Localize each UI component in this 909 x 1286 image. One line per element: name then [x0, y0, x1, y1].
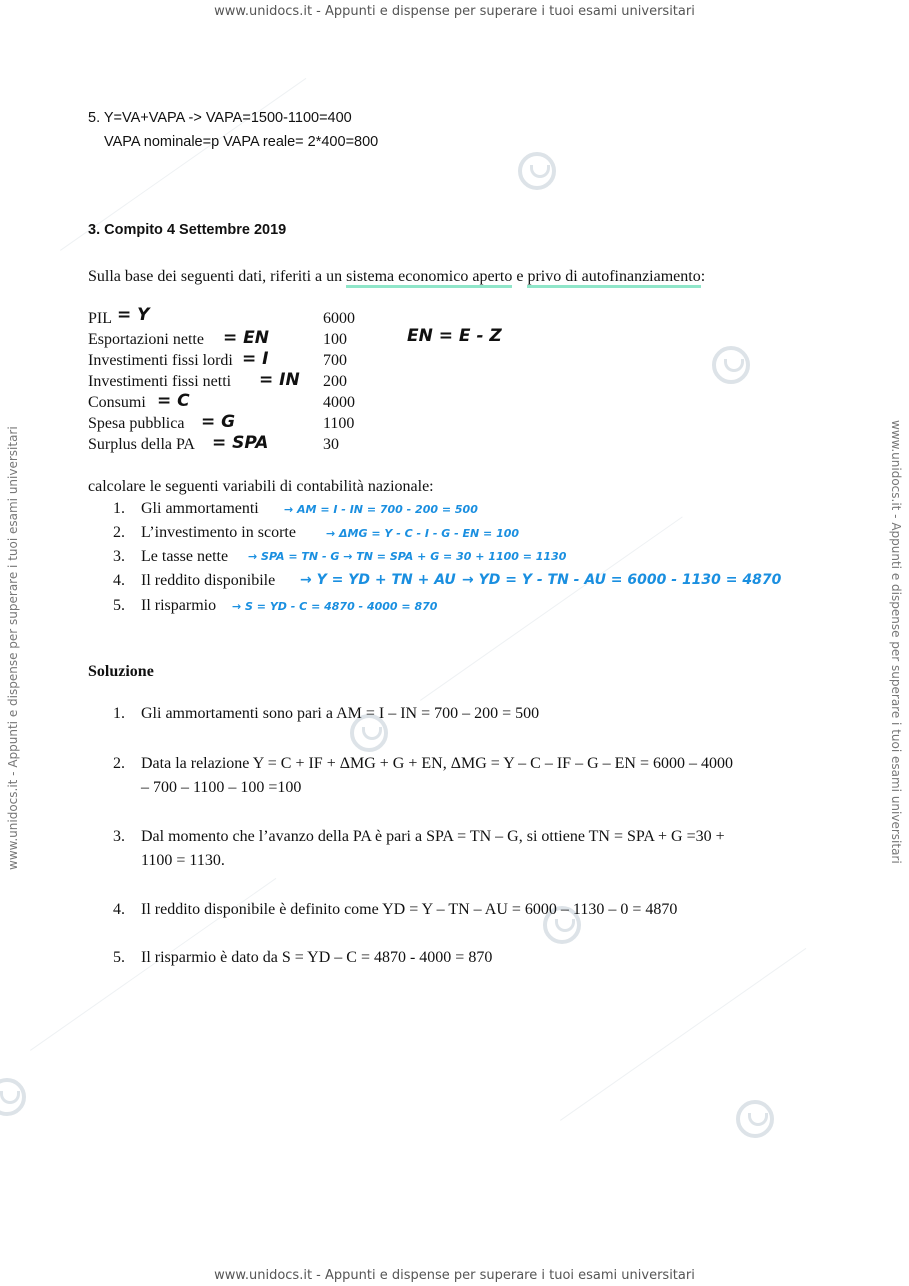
handwritten-note-spa: = SPA	[212, 433, 269, 453]
data-label-gross-investment: Investimenti fissi lordi	[88, 352, 233, 369]
task-number: 3.	[113, 548, 125, 565]
handwritten-note-in: = IN	[259, 370, 300, 390]
task-text: Il risparmio	[141, 597, 217, 614]
watermark-line	[560, 948, 806, 1121]
data-value-public-spending: 1100	[323, 415, 355, 432]
solution-line: Il reddito disponibile è definito come YD = Y – TN – AU = 6000 – 1130 – 0 = 4870	[141, 901, 678, 918]
header-watermark: www.unidocs.it - Appunti e dispense per superare i tuoi esami universitari	[214, 4, 695, 19]
task-text: Il reddito disponibile	[141, 572, 276, 589]
solution-line: – 700 – 1100 – 100 =100	[141, 779, 302, 796]
solution-title: Soluzione	[88, 663, 154, 680]
side-watermark-right: www.unidocs.it - Appunti e dispense per superare i tuoi esami universitari	[889, 420, 903, 864]
handwritten-side-note: EN = E - Z	[407, 326, 502, 346]
handwritten-task-answer: → SPA = TN - G → TN = SPA + G = 30 + 1100 = 1130	[248, 550, 567, 563]
highlight-no-self-financing: privo di autofinanziamento	[527, 268, 700, 288]
handwritten-note-c: = C	[157, 391, 190, 411]
solution-line: Gli ammortamenti sono pari a AM = I – IN = 700 – 200 = 500	[141, 705, 540, 722]
solution-line: Il risparmio è dato da S = YD – C = 4870 - 4000 = 870	[141, 949, 493, 966]
data-label-exports: Esportazioni nette	[88, 331, 204, 348]
top-line-1: 5. Y=VA+VAPA -> VAPA=1500-1100=400	[88, 110, 352, 126]
watermark-line	[420, 516, 683, 700]
task-number: 2.	[113, 524, 125, 541]
solution-number: 2.	[113, 755, 125, 772]
data-label-pa-surplus: Surplus della PA	[88, 436, 195, 453]
handwritten-note-en: = EN	[223, 328, 270, 348]
data-label-pil: PIL	[88, 310, 112, 327]
task-text: Gli ammortamenti	[141, 500, 259, 517]
task-text: L’investimento in scorte	[141, 524, 296, 541]
task-number: 1.	[113, 500, 125, 517]
solution-line: Data la relazione Y = C + IF + ΔMG + G + EN, ΔMG = Y – C – IF – G – EN = 6000 – 4000	[141, 755, 733, 772]
handwritten-task-answer: → ΔMG = Y - C - I - G - EN = 100	[326, 527, 520, 540]
intro-after: :	[700, 268, 706, 285]
task-text: Le tasse nette	[141, 548, 229, 565]
unidocs-logo-icon	[518, 152, 556, 190]
unidocs-logo-icon	[0, 1078, 26, 1116]
task-number: 4.	[113, 572, 125, 589]
handwritten-note-g: = G	[201, 412, 236, 432]
footer-watermark: www.unidocs.it - Appunti e dispense per superare i tuoi esami universitari	[214, 1268, 695, 1283]
data-value-pil: 6000	[323, 310, 355, 327]
data-value-consumption: 4000	[323, 394, 355, 411]
handwritten-note-y: = Y	[117, 305, 150, 325]
data-label-net-investment: Investimenti fissi netti	[88, 373, 232, 390]
intro-text	[88, 268, 705, 286]
side-watermark-left: www.unidocs.it - Appunti e dispense per superare i tuoi esami universitari	[6, 426, 20, 870]
handwritten-task-answer-2: → YD = Y - TN - AU = 6000 - 1130 = 4870	[462, 572, 782, 588]
handwritten-task-answer: → S = YD - C = 4870 - 4000 = 870	[232, 600, 438, 613]
intro-before: Sulla base dei seguenti dati, riferiti a un	[88, 268, 347, 285]
solution-number: 4.	[113, 901, 125, 918]
intro-mid: e	[512, 268, 528, 285]
data-value-pa-surplus: 30	[323, 436, 339, 453]
handwritten-note-i: = I	[242, 349, 269, 369]
unidocs-logo-icon	[712, 346, 750, 384]
data-value-gross-investment: 700	[323, 352, 347, 369]
solution-line: Dal momento che l’avanzo della PA è pari a SPA = TN – G, si ottiene TN = SPA + G =30 +	[141, 828, 725, 845]
unidocs-logo-icon	[736, 1100, 774, 1138]
task-number: 5.	[113, 597, 125, 614]
solution-number: 5.	[113, 949, 125, 966]
task-intro: calcolare le seguenti variabili di contabilità nazionale:	[88, 478, 434, 495]
handwritten-task-answer: → AM = I - IN = 700 - 200 = 500	[284, 503, 478, 516]
solution-number: 1.	[113, 705, 125, 722]
data-label-consumption: Consumi	[88, 394, 146, 411]
solution-number: 3.	[113, 828, 125, 845]
data-value-net-investment: 200	[323, 373, 347, 390]
top-line-2: VAPA nominale=p VAPA reale= 2*400=800	[104, 134, 379, 150]
handwritten-task-answer: → Y = YD + TN + AU	[300, 572, 456, 588]
solution-line: 1100 = 1130.	[141, 852, 225, 869]
data-value-exports: 100	[323, 331, 347, 348]
section-title: 3. Compito 4 Settembre 2019	[88, 222, 287, 238]
data-label-public-spending: Spesa pubblica	[88, 415, 185, 432]
highlight-open-system: sistema economico aperto	[346, 268, 512, 288]
